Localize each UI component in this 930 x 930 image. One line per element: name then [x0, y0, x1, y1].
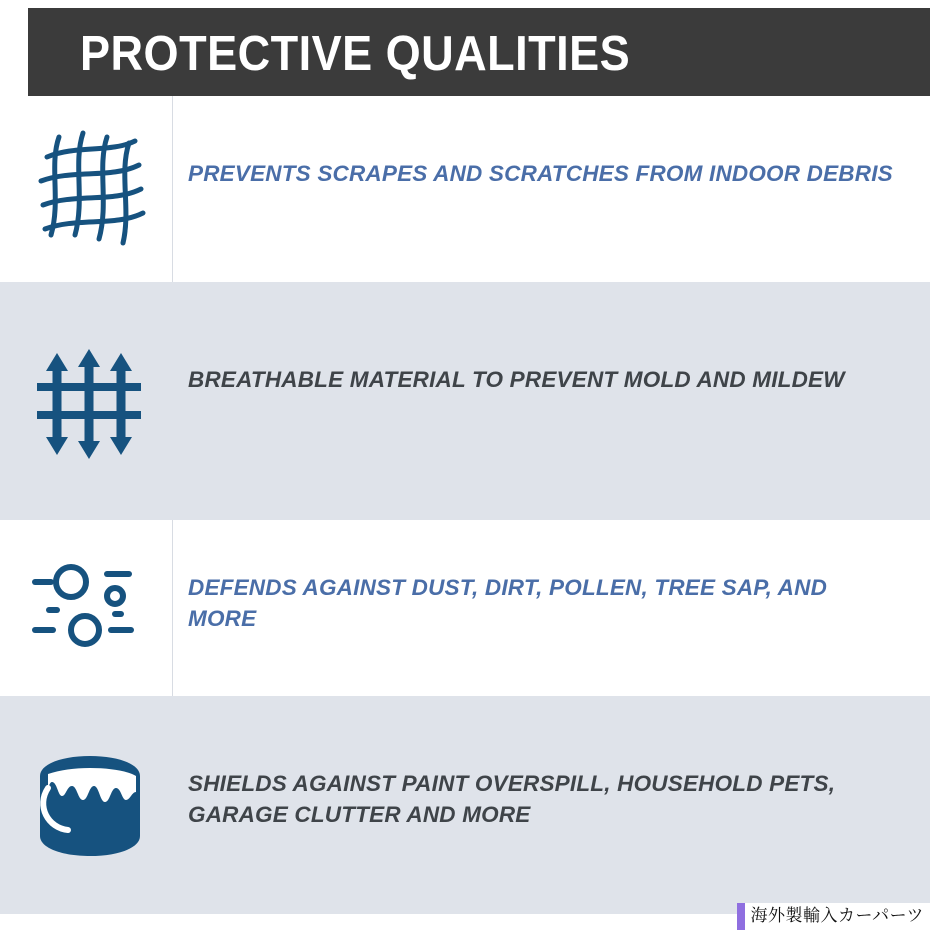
paint-can-icon [14, 696, 164, 914]
feature-text: SHIELDS AGAINST PAINT OVERSPILL, HOUSEHOLD PETS, GARAGE CLUTTER AND MORE [188, 771, 836, 827]
scratch-mesh-icon [14, 96, 164, 282]
feature-row [0, 282, 930, 520]
header-band [28, 8, 930, 96]
feature-text: DEFENDS AGAINST DUST, DIRT, POLLEN, TREE SAP, AND MORE [188, 575, 828, 631]
page-title: PROTECTIVE QUALITIES [80, 27, 631, 81]
breathable-airflow-icon [14, 282, 164, 520]
feature-text: BREATHABLE MATERIAL TO PREVENT MOLD AND MILDEW [188, 367, 845, 392]
feature-row [0, 520, 930, 696]
watermark-label: 海外製輸入カーパーツ [737, 903, 930, 930]
feature-row [0, 696, 930, 914]
feature-text: PREVENTS SCRAPES AND SCRATCHES FROM INDOOR DEBRIS [188, 161, 893, 186]
feature-row [0, 96, 930, 282]
dust-particles-icon [14, 520, 164, 696]
